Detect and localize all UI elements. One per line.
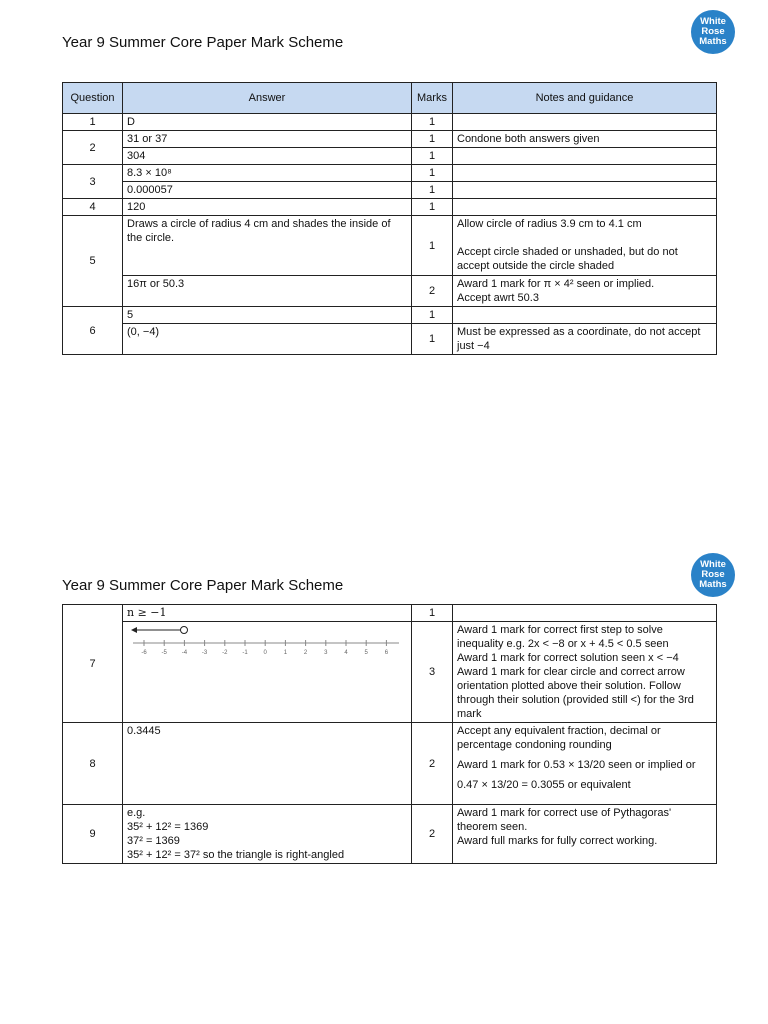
working-line: 35² + 12² = 1369 [127, 821, 209, 833]
marks-cell: 1 [412, 148, 453, 165]
answer-cell: Draws a circle of radius 4 cm and shades the inside of the circle. [123, 216, 412, 276]
answer-cell [123, 622, 412, 723]
answer-cell: 120 [123, 199, 412, 216]
header-marks: Marks [412, 83, 453, 114]
working-line: e.g. [127, 807, 146, 819]
number-line-label: 2 [303, 650, 308, 656]
answer-cell: 31 or 37 [123, 131, 412, 148]
note-line: Allow circle of radius 3.9 cm to 4.1 cm [457, 218, 642, 230]
answer-cell: n ≥ −1 [123, 605, 412, 622]
question-number: 2 [63, 131, 123, 165]
table-row [63, 805, 717, 864]
notes-cell [453, 114, 717, 131]
marks-cell: 1 [412, 307, 453, 324]
answer-cell: (0, −4) [123, 324, 412, 355]
table-row [63, 324, 717, 355]
marks-cell: 1 [412, 114, 453, 131]
table-row [63, 165, 717, 182]
table-row [63, 114, 717, 131]
note-line: Award 1 mark for correct first step to solve inequality e.g. 2x < −8 or x + 4.5 < 0.5 seen [457, 624, 669, 650]
note-line: 0.47 × 13/20 = 0.3055 or equivalent [457, 779, 631, 791]
answer-cell: 0.3445 [123, 723, 412, 805]
answer-cell: 5 [123, 307, 412, 324]
question-number: 7 [63, 605, 123, 723]
white-rose-maths-logo: White Rose Maths [691, 553, 735, 597]
table-row [63, 216, 717, 276]
table-row [63, 723, 717, 805]
marks-cell: 1 [412, 199, 453, 216]
table-row [63, 148, 717, 165]
answer-cell: 304 [123, 148, 412, 165]
table-row [63, 182, 717, 199]
number-line [127, 623, 405, 657]
note-line: Award full marks for fully correct working. [457, 835, 658, 847]
number-line-label: -1 [242, 650, 248, 656]
notes-cell [453, 182, 717, 199]
notes-cell [453, 165, 717, 182]
marks-cell: 1 [412, 131, 453, 148]
question-number: 3 [63, 165, 123, 199]
notes-cell [453, 216, 717, 276]
notes-cell [453, 199, 717, 216]
number-line-label: 5 [364, 650, 368, 656]
note-line: Award 1 mark for π × 4² seen or implied. [457, 278, 655, 290]
number-line-label: -5 [161, 650, 167, 656]
number-line-label: 0 [263, 650, 267, 656]
note-line: Accept awrt 50.3 [457, 292, 539, 304]
notes-cell [453, 307, 717, 324]
mark-scheme-table-2 [62, 604, 717, 864]
table-row [63, 199, 717, 216]
answer-cell: 0.000057 [123, 182, 412, 199]
note-line: Accept circle shaded or unshaded, but do not accept outside the circle shaded [457, 246, 678, 272]
header-answer: Answer [123, 83, 412, 114]
table-row [63, 605, 717, 622]
white-rose-maths-logo: White Rose Maths [691, 10, 735, 54]
note-line: Award 1 mark for correct solution seen x < −4 [457, 652, 679, 664]
working-line: 37² = 1369 [127, 835, 180, 847]
table-row [63, 307, 717, 324]
notes-cell [453, 723, 717, 805]
question-number: 1 [63, 114, 123, 131]
marks-cell: 1 [412, 165, 453, 182]
number-line-label: -2 [222, 650, 228, 656]
page-title: Year 9 Summer Core Paper Mark Scheme [62, 577, 344, 594]
header-notes: Notes and guidance [453, 83, 717, 114]
table-row [63, 622, 717, 723]
notes-cell [453, 276, 717, 307]
marks-cell: 3 [412, 622, 453, 723]
marks-cell: 2 [412, 805, 453, 864]
number-line-label: 6 [384, 650, 389, 656]
note-line: Award 1 mark for correct use of Pythagoras' theorem seen. [457, 807, 672, 833]
table-header-row [63, 83, 717, 114]
header-question: Question [63, 83, 123, 114]
marks-cell: 1 [412, 182, 453, 199]
number-line-label: 4 [344, 650, 348, 656]
answer-cell: D [123, 114, 412, 131]
note-line: Accept any equivalent fraction, decimal or percentage condoning rounding [457, 725, 661, 751]
number-line-label: -3 [201, 650, 208, 656]
working-line: 35² + 12² = 37² so the triangle is right-angled [127, 849, 345, 861]
question-number: 4 [63, 199, 123, 216]
notes-cell [453, 148, 717, 165]
answer-cell [123, 805, 412, 864]
note-line: Award 1 mark for clear circle and correct arrow orientation plotted above their solution. Follow through their solution (provided still <) for the 3rd mark [457, 666, 694, 720]
number-line-label: -4 [181, 650, 188, 656]
answer-cell: 8.3 × 10⁸ [123, 165, 412, 182]
marks-cell: 2 [412, 723, 453, 805]
mark-scheme-table-1 [62, 82, 717, 355]
answer-cell: 16π or 50.3 [123, 276, 412, 307]
marks-cell: 1 [412, 605, 453, 622]
number-line-label: 3 [324, 650, 328, 656]
notes-cell: Condone both answers given [453, 131, 717, 148]
notes-cell [453, 622, 717, 723]
notes-cell [453, 805, 717, 864]
table-row [63, 131, 717, 148]
table-row [63, 276, 717, 307]
marks-cell: 1 [412, 216, 453, 276]
notes-cell: Must be expressed as a coordinate, do not accept just −4 [453, 324, 717, 355]
notes-cell [453, 605, 717, 622]
question-number: 8 [63, 723, 123, 805]
number-line-label: -6 [141, 650, 147, 656]
question-number: 5 [63, 216, 123, 307]
note-line: Award 1 mark for 0.53 × 13/20 seen or implied or [457, 759, 696, 771]
question-number: 9 [63, 805, 123, 864]
page-title: Year 9 Summer Core Paper Mark Scheme [62, 34, 344, 51]
number-line-label: 1 [283, 650, 288, 656]
question-number: 6 [63, 307, 123, 355]
marks-cell: 1 [412, 324, 453, 355]
marks-cell: 2 [412, 276, 453, 307]
